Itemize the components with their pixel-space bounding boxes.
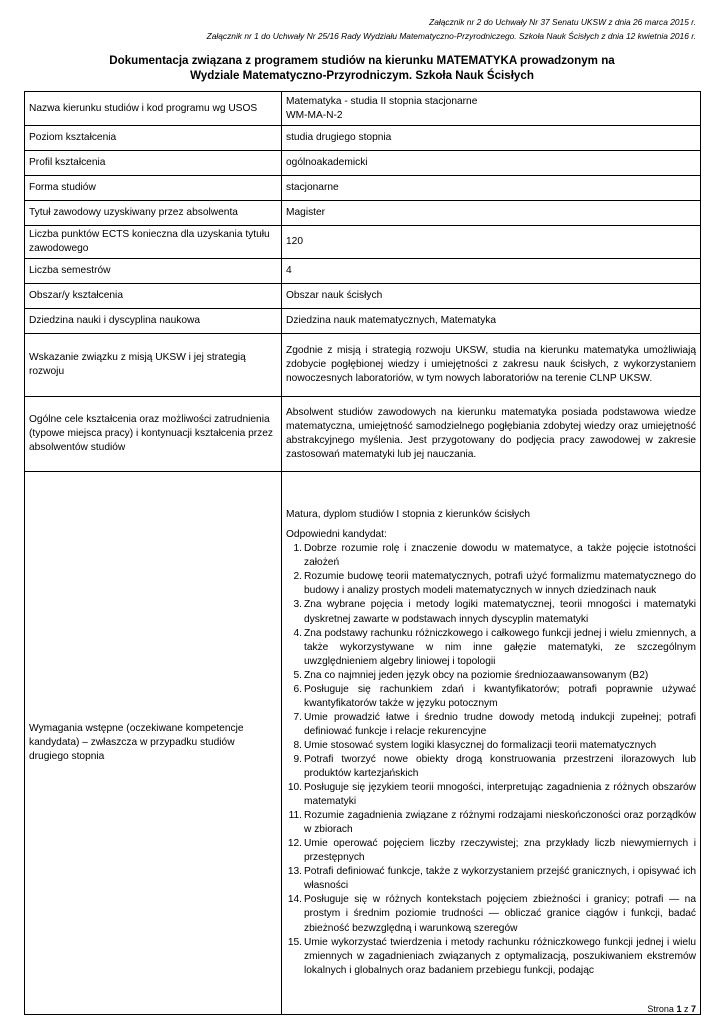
list-item <box>286 669 696 683</box>
list-item <box>286 837 696 865</box>
row-label: Poziom kształcenia <box>25 126 282 151</box>
footer-prefix: Strona <box>647 1004 674 1014</box>
list-item-number: 12. <box>287 838 302 850</box>
list-item <box>286 809 696 837</box>
program-info-table <box>24 91 701 1015</box>
row-value: Dziedzina nauk matematycznych, Matematyka <box>282 309 701 334</box>
list-item-number: 5. <box>293 669 302 681</box>
list-item <box>286 893 696 935</box>
table-row <box>25 201 701 226</box>
list-item-text: Zna podstawy rachunku różniczkowego i całkowego funkcji jednej i wielu zmiennych, a także wykorzystywane w nim inne gałęzie matematyki, ze szczególnym uwzględnieniem algebry liniowej i topologii <box>304 627 696 667</box>
row-label: Profil kształcenia <box>25 151 282 176</box>
list-item <box>286 542 696 570</box>
list-item <box>286 570 696 598</box>
list-item-number: 2. <box>293 571 302 583</box>
table-row <box>25 259 701 284</box>
list-item-number: 4. <box>293 627 302 639</box>
requirements-candidate-heading: Odpowiedni kandydat: <box>286 529 387 541</box>
list-item-text: Zna wybrane pojęcia i metody logiki matematycznej, teorii mnogości i matematyki dyskretnej zawarte w podstawach innych dyscyplin matematyki <box>304 599 696 625</box>
table-row <box>25 176 701 201</box>
requirements-list <box>286 542 696 977</box>
list-item-text: Posługuje się w różnych kontekstach pojęciem zbieżności i granicy; potrafi — na prostym i średnim poziomie trudności — obliczać granice ciągów i funkcji, badać zbieżność bezwzględną i warunkową szeregów <box>304 894 696 934</box>
row-label: Wymagania wstępne (oczekiwane kompetencje kandydata) – zwłaszcza w przypadku studiów drugiego stopnia <box>25 472 282 1015</box>
list-item-number: 11. <box>288 810 302 822</box>
row-value: studia drugiego stopnia <box>282 126 701 151</box>
list-item <box>286 598 696 626</box>
header-note-faculty: Załącznik nr 1 do Uchwały Nr 25/16 Rady Wydziału Matematyczno-Przyrodniczego. Szkoła Nauk Ścisłych z dnia 12 kwietnia 2016 r. <box>206 31 696 41</box>
list-item-text: Posługuje się językiem teorii mnogości, interpretując zagadnienia z różnych obszarów matematyki <box>304 782 696 808</box>
list-item-text: Umie prowadzić łatwe i średnio trudne dowody metodą indukcji zupełnej; potrafi definiować funkcje i relacje rekurencyjne <box>304 711 696 737</box>
footer-page-total: 7 <box>690 1004 696 1014</box>
row-value: Obszar nauk ścisłych <box>282 284 701 309</box>
row-label: Obszar/y kształcenia <box>25 284 282 309</box>
list-item <box>286 627 696 669</box>
list-item-number: 10. <box>287 782 302 794</box>
document-title <box>24 53 700 83</box>
list-item <box>286 683 696 711</box>
list-item-number: 9. <box>293 753 302 765</box>
footer-page-number: 1 <box>676 1004 682 1014</box>
list-item-number: 1. <box>293 543 302 555</box>
list-item-text: Umie stosować system logiki klasycznej do formalizacji teorii matematycznych <box>304 739 657 751</box>
list-item-number: 15. <box>287 936 302 948</box>
table-row <box>25 472 701 1015</box>
program-name: Matematyka - studia II stopnia stacjonarne <box>286 95 478 107</box>
list-item-text: Dobrze rozumie rolę i znaczenie dowodu w matematyce, a także pojęcie istotności założeń <box>304 543 696 569</box>
row-value: Magister <box>282 201 701 226</box>
row-label: Dziedzina nauki i dyscyplina naukowa <box>25 309 282 334</box>
row-label: Liczba punktów ECTS konieczna dla uzyskania tytułu zawodowego <box>25 226 282 259</box>
list-item <box>286 739 696 753</box>
list-item-text: Zna co najmniej jeden język obcy na poziomie średniozaawansowanym (B2) <box>304 669 649 681</box>
list-item <box>286 781 696 809</box>
row-value: Absolwent studiów zawodowych na kierunku matematyka posiada podstawowa wiedze matematyczna, umiejętność samodzielnego pogłębiania zdobytej wiedzy oraz umiejętność abstrakcyjnego myślenia. Jest przygotowany do podjęcia pracy zawodowej w zakresie zastosowań matematyki lub jej nauczania. <box>282 397 701 472</box>
header-note-senate: Załącznik nr 2 do Uchwały Nr 37 Senatu UKSW z dnia 26 marca 2015 r. <box>429 17 696 27</box>
row-value <box>282 92 701 126</box>
row-value: ogólnoakademicki <box>282 151 701 176</box>
row-label: Nazwa kierunku studiów i kod programu wg USOS <box>25 92 282 126</box>
list-item-number: 3. <box>293 599 302 611</box>
table-row <box>25 92 701 126</box>
list-item-text: Umie wykorzystać twierdzenia i metody rachunku różniczkowego funkcji jednej i wielu zmiennych w zagadnieniach związanych z optymalizacją, poszukiwaniem ekstremów lokalnych i globalnych oraz badaniem przebiegu funkcji, podając <box>304 936 696 976</box>
list-item-number: 13. <box>287 866 302 878</box>
table-row <box>25 151 701 176</box>
row-label: Forma studiów <box>25 176 282 201</box>
list-item-text: Potrafi tworzyć nowe obiekty drogą konstruowania przestrzeni ilorazowych lub produktów kartezjańskich <box>304 753 696 780</box>
list-item-number: 8. <box>293 739 302 751</box>
list-item <box>286 753 696 781</box>
list-item-text: Rozumie budowę teorii matematycznych, potrafi użyć formalizmu matematycznego do budowy i analizy prostych modeli matematycznych w innych dziedzinach nauk <box>304 571 696 597</box>
document-title-line-2: Wydziale Matematyczno-Przyrodniczym. Szkoła Nauk Ścisłych <box>190 69 534 82</box>
list-item-text: Rozumie zagadnienia związane z różnymi rodzajami nieskończoności oraz porządków w zbiorach <box>304 810 696 836</box>
table-row <box>25 126 701 151</box>
row-value: 120 <box>282 226 701 259</box>
table-row <box>25 226 701 259</box>
table-row <box>25 309 701 334</box>
requirements-value <box>282 472 701 1015</box>
row-value: 4 <box>282 259 701 284</box>
row-value: stacjonarne <box>282 176 701 201</box>
program-code: WM-MA-N-2 <box>286 109 343 121</box>
row-label: Ogólne cele kształcenia oraz możliwości zatrudnienia (typowe miejsca pracy) i kontynuacji kształcenia przez absolwentów studiów <box>25 397 282 472</box>
table-row <box>25 397 701 472</box>
row-label: Tytuł zawodowy uzyskiwany przez absolwenta <box>25 201 282 226</box>
table-row <box>25 284 701 309</box>
row-label: Liczba semestrów <box>25 259 282 284</box>
row-label: Wskazanie związku z misją UKSW i jej strategią rozwoju <box>25 334 282 397</box>
list-item <box>286 936 696 978</box>
row-value: Zgodnie z misją i strategią rozwoju UKSW, studia na kierunku matematyka umożliwiają zdobycie pogłębionej wiedzy i umiejętności z zakresu nauk ścisłych, z wykorzystaniem nowoczesnych laboratoriów, w tym nowych laboratoriów na terenie CLNP UKSW. <box>282 334 701 397</box>
list-item-text: Posługuje się rachunkiem zdań i kwantyfikatorów; potrafi poprawnie używać kwantyfikatorów także w języku potocznym <box>304 683 696 709</box>
document-title-line-1: Dokumentacja związana z programem studiów na kierunku MATEMATYKA prowadzonym na <box>109 54 615 67</box>
list-item-number: 14. <box>287 894 302 906</box>
list-item-number: 7. <box>293 711 302 723</box>
list-item-text: Potrafi definiować funkcje, także z wykorzystaniem przejść granicznych, i opisywać ich własności <box>304 866 696 892</box>
page-footer <box>647 1004 696 1014</box>
list-item-text: Umie operować pojęciem liczby rzeczywistej; zna przykłady liczb niewymiernych i przestępnych <box>304 838 696 864</box>
list-item <box>286 865 696 893</box>
list-item <box>286 711 696 739</box>
table-row <box>25 334 701 397</box>
list-item-number: 6. <box>293 683 302 695</box>
requirements-intro: Matura, dyplom studiów I stopnia z kierunków ścisłych <box>286 509 531 521</box>
footer-separator: z <box>683 1004 689 1014</box>
